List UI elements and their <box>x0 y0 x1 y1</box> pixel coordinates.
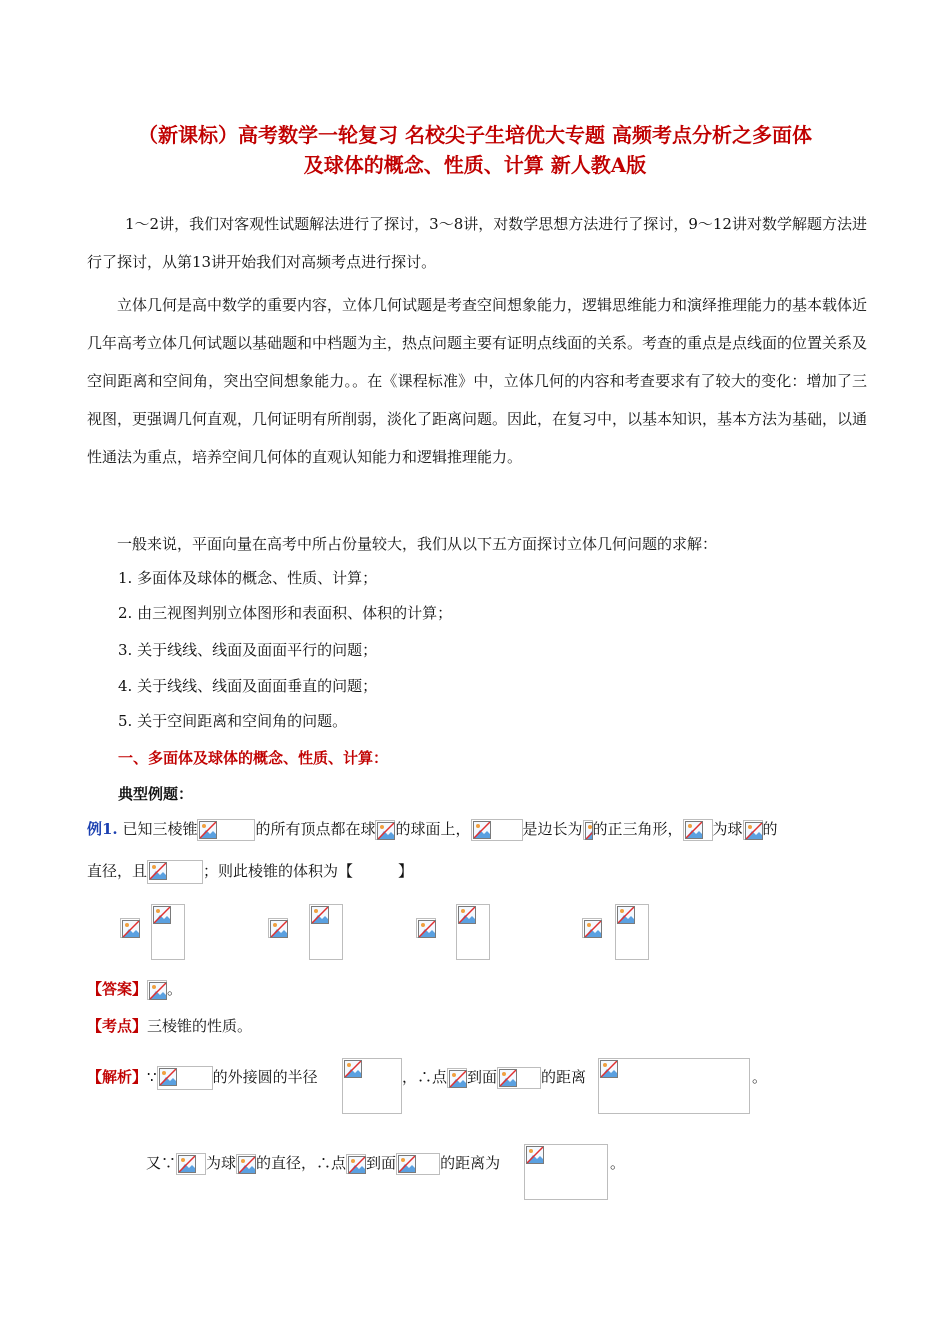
doc-title-line-2: 及球体的概念、性质、计算 新人教A版 <box>303 153 647 177</box>
broken-image-icon <box>147 860 203 884</box>
jiexi-line-1-end: 。 <box>752 1068 768 1086</box>
intro-paragraph-3: 一般来说，平面向量在高考中所占份量较大，我们从以下五方面探讨立体几何问题的求解： <box>117 535 718 553</box>
broken-image-icon <box>447 1068 467 1088</box>
broken-image-icon <box>157 1066 213 1090</box>
intro-paragraph-1: 1～2讲，我们对客观性试题解法进行了探讨，3～8讲，对数学思想方法进行了探讨，9～12讲对数学解题方法进行了探讨，从第13讲开始我们对高频考点进行探讨。 <box>87 215 867 271</box>
option-d-fraction-image <box>615 904 649 960</box>
jiexi-line-1-cont: ，∴点 到面 的距离 <box>402 1062 586 1092</box>
broken-image-icon <box>176 1153 206 1175</box>
list-item: 4. 关于线线、线面及面面垂直的问题； <box>118 677 378 695</box>
kaodian-label: 【考点】 <box>87 1017 148 1035</box>
example-line-1: 例1. 已知三棱锥 的所有顶点都在球 的球面上， 是边长为 的正三角形， 为球 的 <box>87 814 778 844</box>
broken-image-icon <box>524 1144 608 1200</box>
option-a-image <box>120 918 140 938</box>
broken-image-icon <box>342 1058 402 1114</box>
broken-image-icon <box>147 980 167 1000</box>
jiexi-line-2-end: 。 <box>610 1154 626 1172</box>
option-c-fraction-image <box>456 904 490 960</box>
option-d-image <box>582 918 602 938</box>
option-c-image <box>416 918 436 938</box>
jiexi-line-1: 【解析】∵ 的外接圆的半径 <box>87 1062 318 1092</box>
option-b-image <box>268 918 288 938</box>
broken-image-icon <box>471 819 523 841</box>
broken-image-icon <box>743 820 763 840</box>
broken-image-icon <box>583 820 593 840</box>
broken-image-icon <box>396 1153 440 1175</box>
broken-image-icon <box>598 1058 750 1114</box>
list-item: 3. 关于线线、线面及面面平行的问题； <box>118 641 378 659</box>
broken-image-icon <box>375 820 395 840</box>
option-a-fraction-image <box>151 904 185 960</box>
broken-image-icon <box>197 819 255 841</box>
section-heading: 一、多面体及球体的概念、性质、计算： <box>118 749 389 767</box>
list-item: 5. 关于空间距离和空间角的问题。 <box>118 712 348 730</box>
answer-label: 【答案】 <box>87 980 148 998</box>
jiexi-label: 【解析】 <box>87 1068 148 1086</box>
list-item: 2. 由三视图判别立体图形和表面积、体积的计算； <box>118 604 453 622</box>
broken-image-icon <box>346 1154 366 1174</box>
option-b-fraction-image <box>309 904 343 960</box>
doc-title-line-1: （新课标）高考数学一轮复习 名校尖子生培优大专题 高频考点分析之多面体 <box>138 123 812 147</box>
example-label: 例1. <box>87 820 118 838</box>
broken-image-icon <box>236 1154 256 1174</box>
typical-examples-label: 典型例题： <box>118 785 194 803</box>
broken-image-icon <box>683 819 713 841</box>
list-item: 1. 多面体及球体的概念、性质、计算； <box>118 569 378 587</box>
example-line-2: 直径，且 ；则此棱锥的体积为【 】 <box>87 856 413 886</box>
broken-image-icon <box>497 1067 541 1089</box>
answer-line: 【答案】 。 <box>87 980 183 998</box>
jiexi-line-2: 又∵ 为球 的直径，∴点 到面 的距离为 <box>146 1148 500 1178</box>
kaodian-line: 【考点】三棱锥的性质。 <box>87 1017 253 1035</box>
intro-paragraph-2: 立体几何是高中数学的重要内容，立体几何试题是考查空间想象能力，逻辑思维能力和演绎推理能力的基本载体近几年高考立体几何试题以基础题和中档题为主，热点问题主要有证明点线面的关系。考查的重点是点线面的位置关系及空间距离和空间角，突出空间想象能力。。在《课程标准》中，立体几何的内容和考查要求有了较大的变化：增加了三视图，更强调几何直观，几何证明有所削弱，淡化了距离问题。因此，在复习中，以基本知识，基本方法为基础，以通性通法为重点，培养空间几何体的直观认知能力和逻辑推理能力。 <box>87 296 868 466</box>
